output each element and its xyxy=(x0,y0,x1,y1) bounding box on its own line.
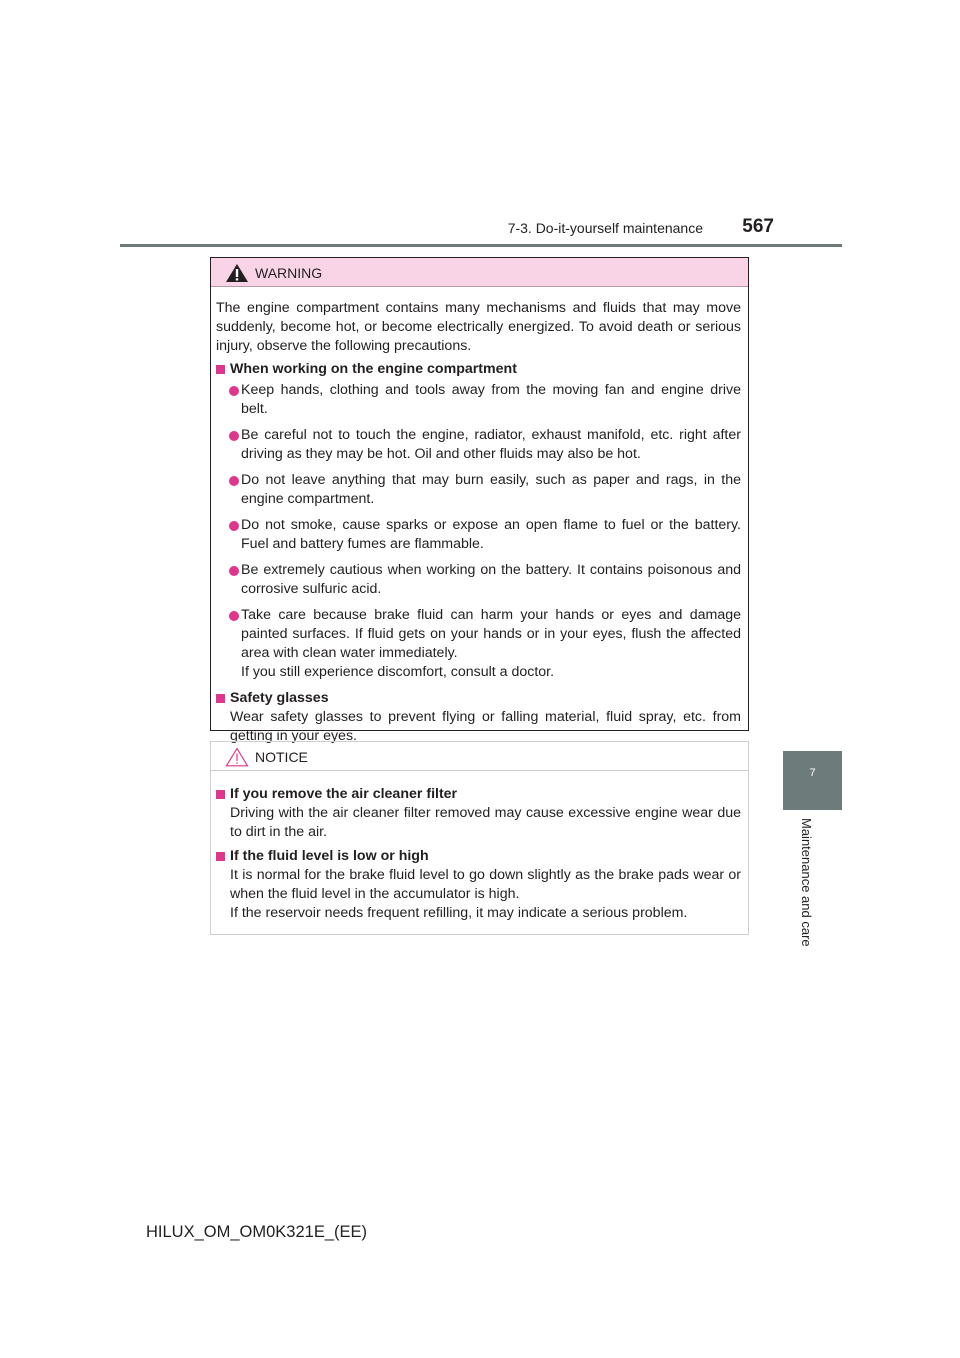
notice-section-heading: If the fluid level is low or high xyxy=(216,847,741,866)
notice-section-text: Driving with the air cleaner filter removed may cause excessive engine wear due to dirt in the air. xyxy=(230,805,741,840)
warning-box xyxy=(210,257,749,744)
header-divider xyxy=(120,244,842,247)
square-bullet-icon xyxy=(216,365,225,374)
warning-bullet: Keep hands, clothing and tools away from the moving fan and engine drive belt. xyxy=(216,381,741,419)
warning-triangle-icon xyxy=(225,263,249,283)
notice-header xyxy=(211,742,748,771)
circle-bullet-icon xyxy=(229,566,239,576)
warning-header xyxy=(211,258,748,287)
square-bullet-icon xyxy=(216,852,225,861)
warning-bullet: Take care because brake fluid can harm your hands or eyes and damage painted surfaces. If fluid gets on your hands or in your eyes, flush the affected area with clean water immediately. If you still experience discomfort, consult a doctor. xyxy=(216,606,741,682)
warning-bullet-extra: If you still experience discomfort, consult a doctor. xyxy=(241,664,555,680)
notice-section-text: It is normal for the brake fluid level to go down slightly as the brake pads wear or when the fluid level in the accumulator is high. If the reservoir needs frequent refilling, it may indicate a serious problem. xyxy=(230,867,741,921)
warning-bullet: Do not smoke, cause sparks or expose an open flame to fuel or the battery. Fuel and battery fumes are flammable. xyxy=(216,516,741,554)
circle-bullet-icon xyxy=(229,611,239,621)
notice-title: NOTICE xyxy=(255,749,308,765)
chapter-number: 7 xyxy=(809,767,816,779)
warning-bullet: Be careful not to touch the engine, radiator, exhaust manifold, etc. right after driving as they may be hot. Oil and other fluids may also be hot. xyxy=(216,426,741,464)
notice-section-heading: If you remove the air cleaner filter xyxy=(216,785,741,804)
notice-body xyxy=(211,771,748,923)
warning-bullet: Be extremely cautious when working on the battery. It contains poisonous and corrosive sulfuric acid. xyxy=(216,561,741,599)
warning-section-heading: When working on the engine compartment xyxy=(216,360,741,379)
chapter-title: Maintenance and care xyxy=(799,818,814,947)
warning-bullet: Do not leave anything that may burn easily, such as paper and rags, in the engine compartment. xyxy=(216,471,741,509)
square-bullet-icon xyxy=(216,790,225,799)
caution-triangle-icon xyxy=(225,747,249,767)
warning-section-heading: Safety glasses xyxy=(216,689,741,708)
page-number: 567 xyxy=(742,216,774,237)
warning-intro: The engine compartment contains many mechanisms and fluids that may move suddenly, become hot, or become electrically energized. To avoid death or serious injury, observe the following precautions. xyxy=(216,300,741,354)
notice-box xyxy=(210,741,749,935)
circle-bullet-icon xyxy=(229,431,239,441)
circle-bullet-icon xyxy=(229,476,239,486)
chapter-tab xyxy=(783,751,842,810)
warning-body xyxy=(211,287,748,746)
running-header-section: 7-3. Do-it-yourself maintenance xyxy=(507,220,703,236)
square-bullet-icon xyxy=(216,694,225,703)
warning-title: WARNING xyxy=(255,265,323,281)
circle-bullet-icon xyxy=(229,386,239,396)
document-code: HILUX_OM_OM0K321E_(EE) xyxy=(146,1223,368,1241)
circle-bullet-icon xyxy=(229,521,239,531)
warning-section-text: Wear safety glasses to prevent flying or falling material, fluid spray, etc. from getting in your eyes. xyxy=(230,709,741,744)
